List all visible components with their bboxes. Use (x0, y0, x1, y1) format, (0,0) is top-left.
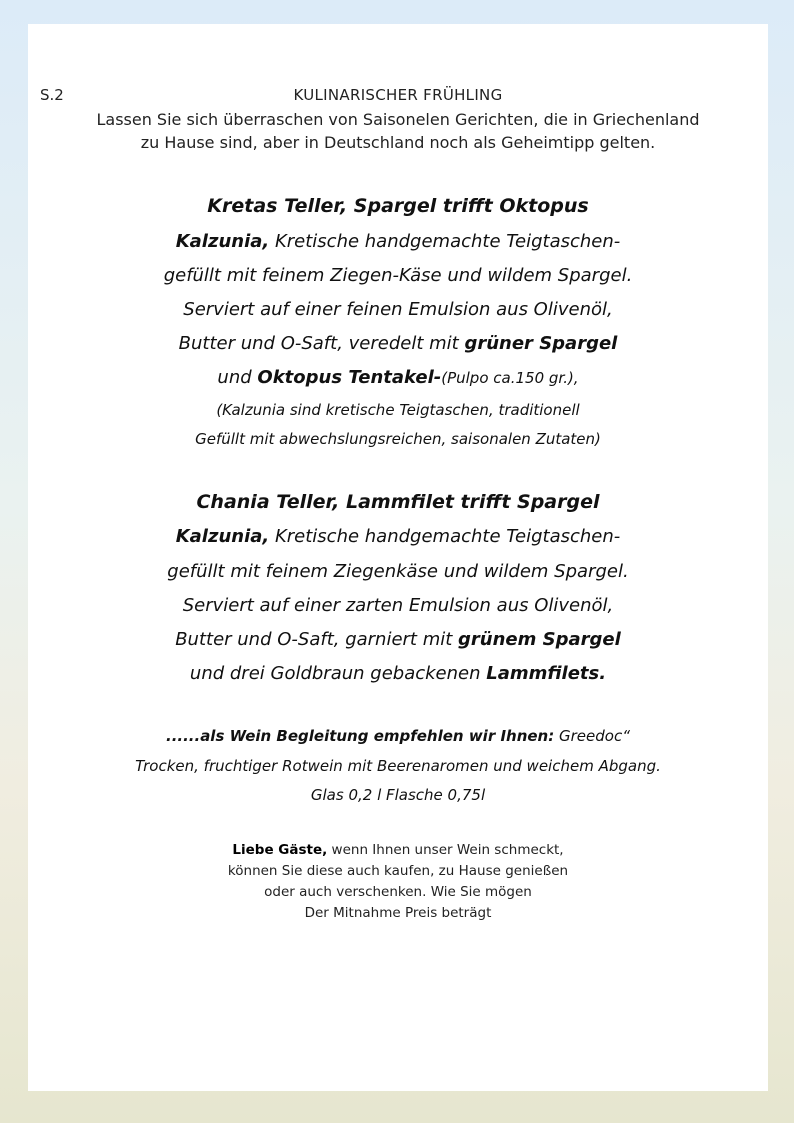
dish-1-line-4 (28, 333, 768, 354)
dish-2-line-2: gefüllt mit feinem Ziegenkäse und wildem Spargel. (167, 561, 629, 582)
dish-1-line-7: Gefüllt mit abwechslungsreichen, saisonalen Zutaten) (195, 430, 601, 448)
dish-2-line-5-text: und drei Goldbraun gebackenen (189, 663, 487, 684)
menu-page (28, 24, 768, 1091)
dish-1-line-5 (28, 367, 768, 388)
guest-note-line-1-text: wenn Ihnen unser Wein schmeckt, (327, 842, 564, 858)
wine-sizes: Glas 0,2 l Flasche 0,75l (310, 786, 486, 804)
dish-2-line-1-text: Kretische handgemachte Teigtaschen- (269, 526, 621, 547)
dish-1-kalzunia: Kalzunia, (175, 231, 270, 252)
dish-2-line-3: Serviert auf einer zarten Emulsion aus Olivenöl, (182, 595, 614, 616)
dish-2-lammfilets: Lammfilets. (486, 663, 607, 684)
dish-1-line-5-rest: (Pulpo ca.150 gr.), (441, 369, 579, 387)
page-number: S.2 (40, 86, 64, 104)
wine-name: Greedoc“ (554, 727, 630, 745)
dish-2-spargel: grünem Spargel (458, 629, 621, 650)
dish-1-line-3: Serviert auf einer feinen Emulsion aus Olivenöl, (183, 299, 613, 320)
dish-1-spargel: grüner Spargel (464, 333, 618, 354)
guest-note-line-1 (28, 840, 768, 861)
intro-line-1: Lassen Sie sich überraschen von Saisonelen Gerichten, die in Griechenland (96, 110, 700, 129)
wine-recommendation (28, 727, 768, 745)
dish-2-line-4 (28, 629, 768, 650)
dish-2-line-4-text: Butter und O-Saft, garniert mit (175, 629, 459, 650)
dish-1-line-1-text: Kretische handgemachte Teigtaschen- (269, 231, 621, 252)
intro-line-2: zu Hause sind, aber in Deutschland noch als Geheimtipp gelten. (140, 133, 656, 152)
dish-2-line-1 (28, 526, 768, 547)
dish-1-line-5-pre: und (217, 367, 258, 388)
dish-2-kalzunia: Kalzunia, (175, 526, 270, 547)
intro-text (28, 108, 768, 154)
dish-1-oktopus: Oktopus Tentakel- (257, 367, 442, 388)
guest-note-line-3: oder auch verschenken. Wie Sie mögen (264, 884, 532, 900)
dish-1-line-1 (28, 231, 768, 252)
dish-1-line-4-text: Butter und O-Saft, veredelt mit (178, 333, 465, 354)
wine-description: Trocken, fruchtiger Rotwein mit Beerenaromen und weichem Abgang. (135, 757, 661, 775)
dish-1-line-2: gefüllt mit feinem Ziegen-Käse und wildem Spargel. (163, 265, 633, 286)
guest-note-lead: Liebe Gäste, (232, 842, 328, 858)
dish-1-line-6: (Kalzunia sind kretische Teigtaschen, traditionell (216, 401, 580, 419)
dish-2-line-5 (28, 663, 768, 684)
guest-note-line-4: Der Mitnahme Preis beträgt (304, 905, 492, 921)
page-title: KULINARISCHER FRÜHLING (293, 86, 503, 104)
wine-lead: ......als Wein Begleitung empfehlen wir Ihnen: (166, 727, 555, 745)
dish-1-title: Kretas Teller, Spargel trifft Oktopus (207, 195, 589, 217)
dish-2-title: Chania Teller, Lammfilet trifft Spargel (196, 491, 600, 513)
guest-note-line-2: können Sie diese auch kaufen, zu Hause genießen (227, 863, 569, 879)
